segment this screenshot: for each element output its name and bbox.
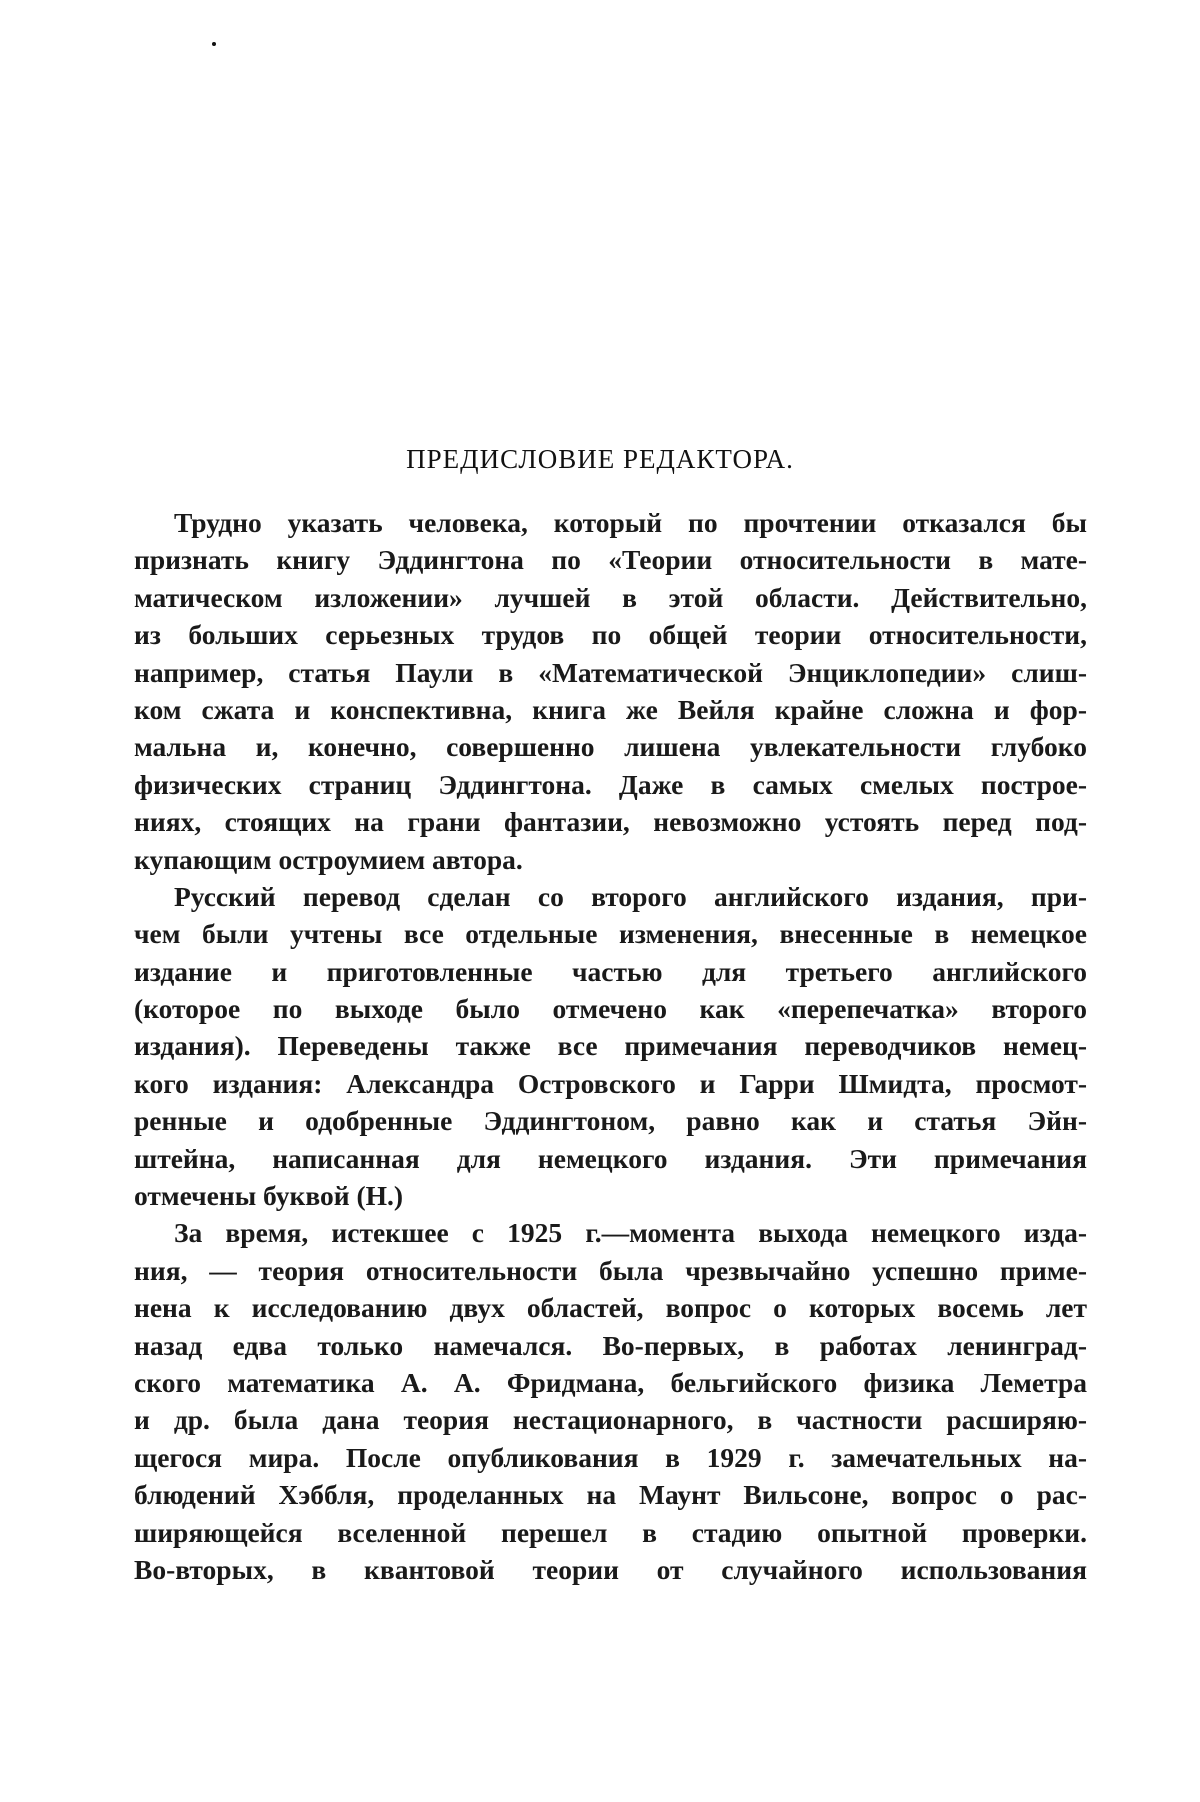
text-line: За время, истекшее с 1925 г.—момента выхода немецкого изда- xyxy=(174,1217,1087,1249)
print-speck xyxy=(212,42,216,46)
text-line: и др. была дана теория нестационарного, в частности расширяю- xyxy=(134,1404,1087,1436)
text-line: ниях, стоящих на грани фантазии, невозможно устоять перед под- xyxy=(134,806,1087,838)
text-line: Трудно указать человека, который по прочтении отказался бы xyxy=(174,507,1087,538)
text-line: признать книгу Эддингтона по «Теории относительности в мате- xyxy=(134,544,1087,576)
text-line: назад едва только намечался. Во-первых, в работах ленинград- xyxy=(134,1329,1087,1361)
text-line: купающим остроумием автора. xyxy=(134,843,523,875)
text-line: ком сжата и конспективна, книга же Вейля крайне сложна и фор- xyxy=(134,693,1087,725)
text-line: чем были учтены все отдельные изменения, внесенные в немецкое xyxy=(134,918,1087,950)
text-line: Во-вторых, в квантовой теории от случайного использования xyxy=(134,1553,1087,1585)
text-line: ского математика А. А. Фридмана, бельгийского физика Леметра xyxy=(134,1366,1087,1398)
text-line: мальна и, конечно, совершенно лишена увлекательности глубоко xyxy=(134,731,1087,763)
text-line: ренные и одобренные Эддингтоном, равно как и статья Эйн- xyxy=(134,1105,1087,1137)
text-line: издание и приготовленные частью для третьего английского xyxy=(134,955,1087,987)
text-line: издания). Переведены также все примечания переводчиков немец- xyxy=(134,1030,1087,1062)
text-line: щегося мира. После опубликования в 1929 г. замечательных на- xyxy=(134,1441,1087,1473)
text-line: ширяющейся вселенной перешел в стадию опытной проверки. xyxy=(134,1516,1087,1548)
text-line: физических страниц Эддингтона. Даже в самых смелых построе- xyxy=(134,768,1087,800)
text-line: ния, — теория относительности была чрезвычайно успешно приме- xyxy=(134,1254,1087,1286)
text-line: блюдений Хэббля, проделанных на Маунт Вильсоне, вопрос о рас- xyxy=(134,1479,1087,1511)
text-line: отмечены буквой (Н.) xyxy=(134,1180,404,1212)
page-title: ПРЕДИСЛОВИЕ РЕДАКТОРА. xyxy=(406,444,794,474)
text-line: Русский перевод сделан со второго английского издания, при- xyxy=(174,880,1087,912)
body-text xyxy=(134,504,1087,1588)
text-line: (которое по выходе было отмечено как «перепечатка» второго xyxy=(134,993,1087,1025)
text-line: кого издания: Александра Островского и Гарри Шмидта, просмот- xyxy=(134,1067,1087,1099)
text-line: из больших серьезных трудов по общей теории относительности, xyxy=(134,619,1087,651)
text-line: штейна, написанная для немецкого издания. Эти примечания xyxy=(134,1142,1087,1174)
text-line: например, статья Паули в «Математической Энциклопедии» слиш- xyxy=(134,656,1087,688)
text-line: матическом изложении» лучшей в этой области. Действительно, xyxy=(134,581,1087,613)
text-line: нена к исследованию двух областей, вопрос о которых восемь лет xyxy=(134,1292,1087,1324)
